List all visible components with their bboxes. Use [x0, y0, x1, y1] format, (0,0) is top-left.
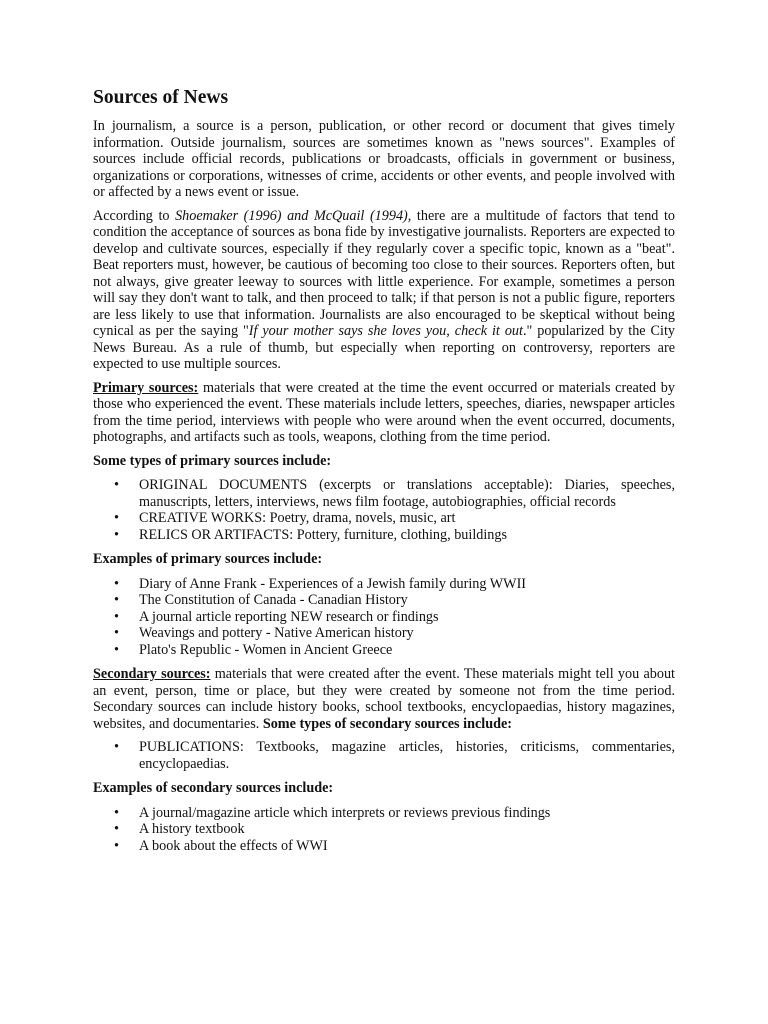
bullet-icon: •: [114, 641, 119, 658]
primary-sources-definition: materials that were created at the time the event occurred or materials created by those who experienced the event. These materials include letters, speeches, diaries, newspaper articles from the time period, interviews with people who were around when the event occurred, documents, photographs, and artifacts such as tools, weapons, clothing from the time period.: [93, 379, 675, 445]
list-item: • Diary of Anne Frank - Experiences of a Jewish family during WWII: [114, 575, 527, 592]
primary-examples-heading: Examples of primary sources include:: [93, 551, 323, 567]
bullet-icon: •: [114, 837, 119, 854]
secondary-sources-definition: materials that were created after the event. These materials might tell you about an event, person, time or place, but they were created by someone not from the time period. Secondary sources can include history books, school textbooks, encyclopaedias, history magazines, websites, and documentaries.: [93, 666, 675, 732]
secondary-examples-list: [93, 805, 675, 855]
primary-examples-list: [93, 576, 675, 659]
list-item: • RELICS OR ARTIFACTS: Pottery, furniture, clothing, buildings: [114, 526, 508, 543]
primary-sources-paragraph: [93, 380, 675, 446]
factors-lead: According to: [93, 207, 176, 224]
list-item: • A book about the effects of WWI: [114, 837, 328, 854]
list-item: • A journal article reporting NEW research or findings: [114, 608, 439, 625]
secondary-types-heading: Some types of secondary sources include:: [262, 715, 513, 732]
bullet-icon: •: [114, 575, 119, 592]
secondary-examples-heading: Examples of secondary sources include:: [93, 780, 334, 796]
bullet-icon: •: [114, 804, 119, 821]
bullet-icon: •: [114, 510, 119, 526]
factors-tail: ." popularized by the City News Bureau. As a rule of thumb, but especially when reporting on controversy, reporters are expected to use multiple sources.: [93, 323, 675, 372]
bullet-icon: •: [114, 608, 119, 625]
document-page: [93, 86, 675, 862]
list-item: • A journal/magazine article which interprets or reviews previous findings: [114, 804, 551, 821]
factors-paragraph: [93, 208, 675, 373]
bullet-icon: •: [114, 625, 119, 641]
secondary-types-list: [93, 739, 675, 772]
list-item: • ORIGINAL DOCUMENTS (excerpts or translations acceptable): Diaries, speeches, manuscripts, letters, interviews, news film footage, autobiographies, official records: [114, 477, 675, 510]
list-item: • Weavings and pottery - Native American history: [114, 625, 414, 641]
saying-quote: If your mother says she loves you, check it out: [248, 323, 523, 339]
page-title: Sources of News: [93, 87, 229, 108]
intro-paragraph: In journalism, a source is a person, publication, or other record or document that gives timely information. Outside journalism, sources are sometimes known as "news sources". Examples of sources include official records, publications or broadcasts, officials in government or business, organizations or corporations, witnesses of crime, accidents or other events, and people involved with or affected by a news event or issue.: [93, 118, 675, 200]
list-item: • A history textbook: [114, 821, 245, 837]
list-item: • CREATIVE WORKS: Poetry, drama, novels, music, art: [114, 510, 456, 526]
primary-types-list: [93, 477, 675, 543]
list-item: • Plato's Republic - Women in Ancient Greece: [114, 641, 393, 658]
bullet-icon: •: [114, 526, 119, 543]
factors-body: there are a multitude of factors that tend to condition the acceptance of sources as bona fide by investigative journalists. Reporters are expected to develop and cultivate sources, especially if they regularly cover a specific topic, known as a "beat". Beat reporters must, however, be cautious of becoming too close to their sources. Reporters often, but not always, give greater leeway to sources with little experience. For example, sometimes a person will say they don't want to talk, and then proceed to talk; if that person is not a public figure, reporters are less likely to use that information. Journalists are also encouraged to be skeptical without being cynical as per the saying ": [93, 207, 675, 339]
list-item: • The Constitution of Canada - Canadian History: [114, 592, 408, 608]
bullet-icon: •: [114, 739, 119, 755]
secondary-sources-paragraph: [93, 666, 675, 732]
secondary-sources-label: Secondary sources:: [93, 666, 211, 682]
bullet-icon: •: [114, 821, 119, 837]
list-item: • PUBLICATIONS: Textbooks, magazine articles, histories, criticisms, commentaries, encyclopaedias.: [114, 739, 675, 772]
primary-sources-label: Primary sources:: [93, 379, 199, 396]
bullet-icon: •: [114, 477, 119, 493]
citation: Shoemaker (1996) and McQuail (1994),: [175, 207, 412, 224]
bullet-icon: •: [114, 592, 119, 608]
primary-types-heading: Some types of primary sources include:: [93, 452, 332, 469]
